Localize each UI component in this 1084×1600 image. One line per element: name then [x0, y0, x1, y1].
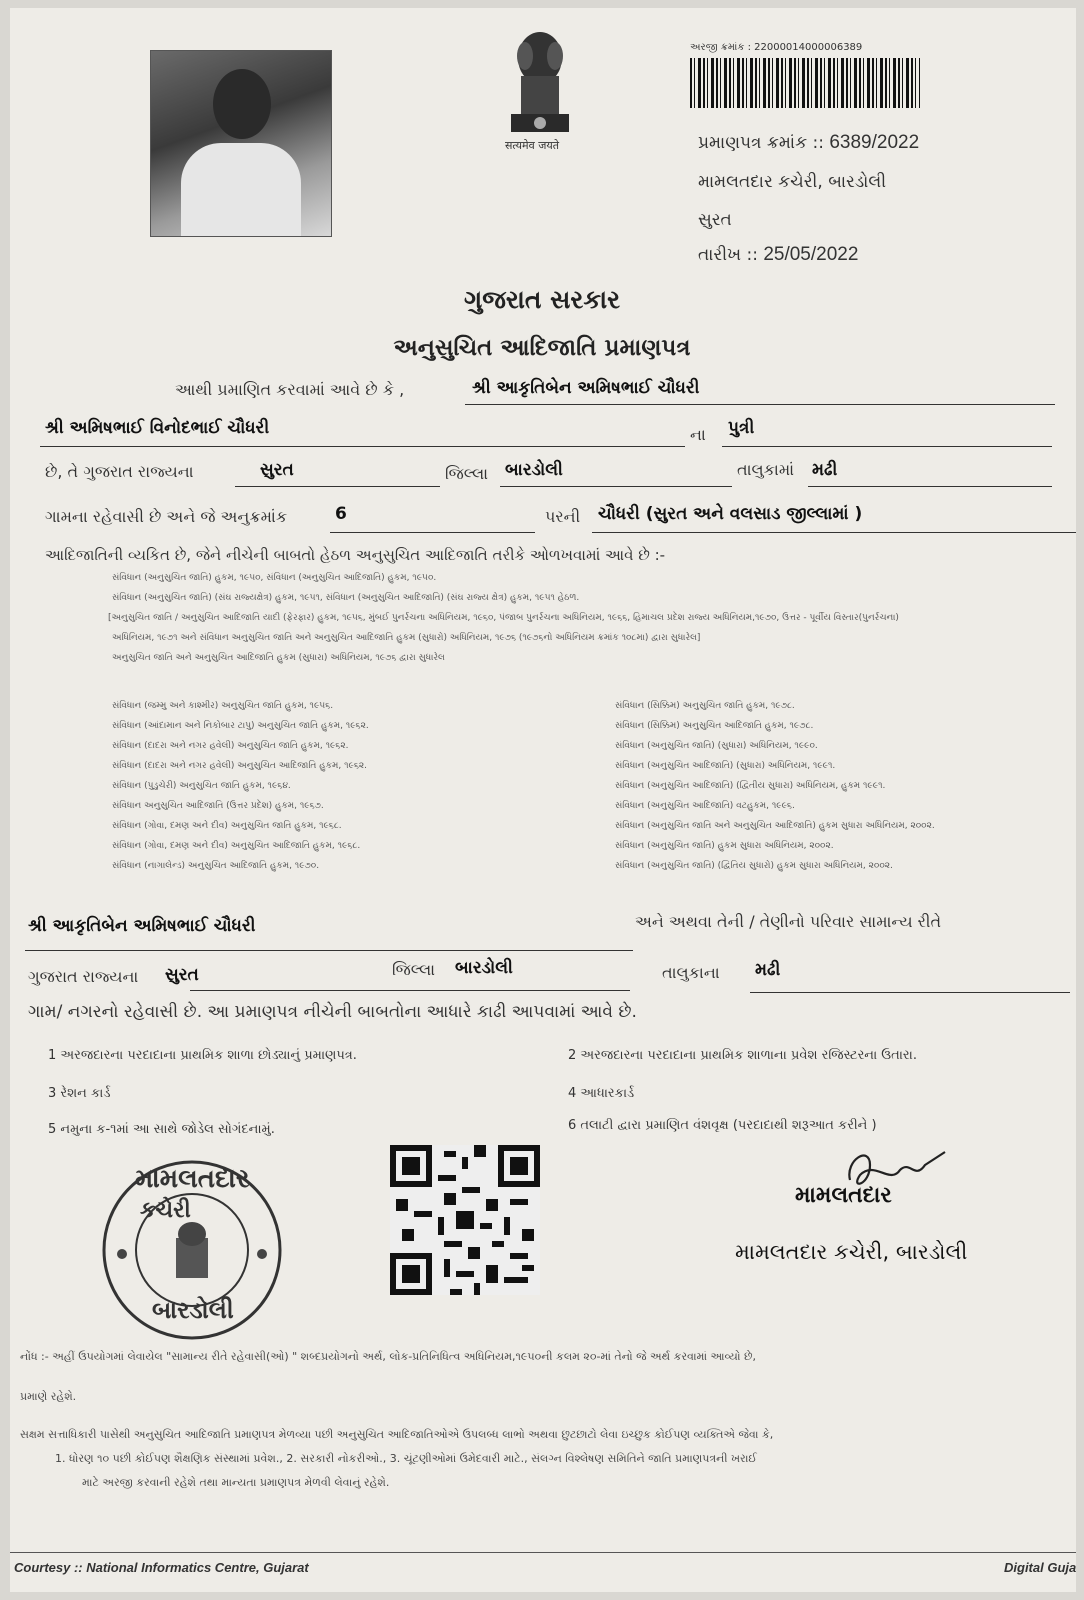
signatory-designation: મામલતદાર: [795, 1183, 892, 1208]
serial-number: 6: [335, 504, 347, 524]
certificate-title: અનુસુચિત આદિજાતિ પ્રમાણપત્ર: [393, 335, 691, 361]
issue-date: તારીખ :: 25/05/2022: [698, 244, 859, 265]
signatory-office: મામલતદાર કચેરી, બારડોલી: [735, 1240, 968, 1264]
government-title: ગુજરાત સરકાર: [463, 285, 621, 314]
doc-item-4: 4 આધારકાર્ડ: [568, 1086, 635, 1101]
village2-value: મઢી: [755, 960, 781, 980]
issuing-district: સુરત: [698, 210, 732, 230]
parni-text: પરની: [545, 507, 581, 526]
barcode-icon: [690, 58, 920, 108]
footer-digital: Digital Guja: [1004, 1560, 1077, 1575]
district2-label: જિલ્લા: [392, 960, 436, 979]
family-text: અને અથવા તેની / તેણીનો પરિવાર સામાન્ય રીતે: [635, 912, 942, 931]
state2-prefix: ગુજરાત રાજ્યના: [28, 967, 139, 986]
note-2: સક્ષમ સત્તાધિકારી પાસેથી અનુસુચિત આદિજાતિ પ્રમાણપત્ર મેળવ્યા પછી અનુસુચિત આદિજાતિઓએ ઉપલબ્ધ લાભો અથવા છુટછાટો લેવા ઇચ્છુક કોઈપણ વ્યક્તિએ જેવા કે,: [20, 1428, 774, 1441]
tribe-name: ચૌધરી (સુરત અને વલસાડ જીલ્લામાં ): [598, 504, 863, 524]
applicant-photo: [150, 50, 332, 237]
issuing-office: મામલતદાર કચેરી, બારડોલી: [698, 172, 887, 192]
taluka2-value: બારડોલી: [455, 958, 513, 978]
applicant-name: શ્રી આકૃતિબેન અમિષભાઈ ચૌધરી: [472, 378, 700, 398]
district2-value: સુરત: [165, 965, 199, 985]
emblem-motto: सत्यमेव जयते: [505, 139, 560, 152]
orders-right-list: સંવિધાન (સિક્કિમ) અનુસુચિત જાતિ હુકમ, ૧૯૭૮. સંવિધાન (સિક્કિમ) અનુસુચિત આદિજાતિ હુકમ, ૧૯૭૮. સંવિધાન (અનુસુચિત જાતિ) (સુધારા) અધિનિયમ, ૧૯૯૦. સંવિધાન (અનુસુચિત આદિજાતિ) (સુધારા) અધિનિયમ, ૧૯૯૧. સંવિધાન (અનુસુચિત આદિજાતિ) (દ્વિતીય સુધારા) અધિનિયમ, હુકમ ૧૯૯૧. સંવિધાન (અનુસુચિત આદિજાતિ) વટહુકમ, ૧૯૯૬. સંવિધાન (અનુસુચિત જાતિ અને અનુસુચિત આદિજાતિ) હુકમ સુધારા અધિનિયમ, ૨૦૦૨. સંવિધાન (અનુસુચિત જાતિ) હુકમ સુધારા અધિનિયમ, ૨૦૦૨. સંવિધાન (અનુસુચિત જાતિ) (દ્વિતિય સુધારો) હુકમ સુધારા અધિનિયમ, ૨૦૦૨.: [615, 701, 935, 871]
note-3: 1. ધોરણ ૧૦ પછી કોઈપણ શૈક્ષણિક સંસ્થામાં પ્રવેશ., 2. સરકારી નોકરીઓ., 3. ચૂંટણીઓમાં ઉમેદવારી માટે., સંલગ્ન વિશ્લેષણ સમિતિને જાતિ પ્રમાણપત્રની ખરાઈ: [55, 1452, 757, 1465]
basis-text: ગામ/ નગરનો રહેવાસી છે. આ પ્રમાણપત્ર નીચેની બાબતોના આધારે કાઢી આપવામાં આવે છે.: [28, 1002, 637, 1022]
seal-text-top: મામલતદાર: [135, 1164, 250, 1194]
doc-item-6: 6 તલાટી દ્વારા પ્રમાણિત વંશવૃક્ષ (પરદાદાથી શરૂઆત કરીને ): [568, 1118, 877, 1133]
qr-code-icon: [390, 1145, 540, 1295]
footer-courtesy: Courtesy :: National Informatics Centre, Gujarat: [14, 1560, 309, 1575]
doc-item-2: 2 અરજદારના પરદાદાના પ્રાથમિક શાળાના પ્રવેશ રજિસ્ટરના ઉતારા.: [568, 1048, 917, 1063]
father-name: શ્રી અમિષભાઈ વિનોદભાઈ ચૌધરી: [45, 418, 270, 438]
village-value: મઢી: [812, 460, 838, 480]
national-emblem-icon: [495, 28, 585, 138]
footer-divider: [10, 1552, 1076, 1553]
applicant-name-2: શ્રી આકૃતિબેન અમિષભાઈ ચૌધરી: [28, 916, 256, 936]
note-1b: પ્રમાણે રહેશે.: [20, 1390, 77, 1403]
recognized-text: આદિજાતિની વ્યકિત છે, જેને નીચેની બાબતો હેઠળ અનુસુચિત આદિજાતિ તરીકે ઓળખવામાં આવે છે :-: [45, 546, 666, 564]
seal-text-middle: કચેરી: [140, 1198, 191, 1223]
seal-text-bottom: બારડોલી: [152, 1296, 234, 1324]
resident-prefix: ગામના રહેવાસી છે અને જે અનુક્રમાંક: [45, 507, 288, 526]
certificate-number: પ્રમાણપત્ર ક્રમાંક :: 6389/2022: [698, 132, 920, 153]
note-4: માટે અરજી કરવાની રહેશે તથા માન્યતા પ્રમાણપત્ર મેળવી લેવાનું રહેશે.: [82, 1476, 390, 1489]
application-number: અરજી ક્રમાંક : 22000014000006389: [690, 42, 863, 53]
district-label: જિલ્લા: [445, 464, 489, 483]
doc-item-1: 1 અરજદારના પરદાદાના પ્રાથમિક શાળા છોડ્યાનું પ્રમાણપત્ર.: [48, 1048, 357, 1063]
orders-left-list: સંવિધાન (જમ્મુ અને કાશ્મીર) અનુસુચિત જાતિ હુકમ, ૧૯૫૬. સંવિધાન (આંદામાન અને નિકોબાર ટાપુ) અનુસુચિત જાતિ હુકમ, ૧૯૬૨. સંવિધાન (દાદરા અને નગર હવેલી) અનુસુચિત જાતિ હુકમ, ૧૯૬૨. સંવિધાન (દાદરા અને નગર હવેલી) અનુસુચિત આદિજાતિ હુકમ, ૧૯૬૨. સંવિધાન (પુડુચેરી) અનુસુચિત જાતિ હુકમ, ૧૯૬૪. સંવિધાન અનુસુચિત આદિજાતિ (ઉત્તર પ્રદેશ) હુકમ, ૧૯૬૭. સંવિધાન (ગોવા, દમણ અને દીવ) અનુસુચિત જાતિ હુકમ, ૧૯૬૮. સંવિધાન (ગોવા, દમણ અને દીવ) અનુસુચિત આદિજાતિ હુકમ, ૧૯૬૮. સંવિધાન (નાગાલેન્ડ) અનુસુચિત આદિજાતિ હુકમ, ૧૯૭૦.: [112, 701, 369, 871]
orders-paragraph: સંવિધાન (અનુસુચિત જાતિ) હુકમ, ૧૯૫૦, સંવિધાન (અનુસુચિત આદિજાતિ) હુકમ, ૧૯૫૦. સંવિધાન (અનુસુચિત જાતિ) (સંઘ રાજ્યક્ષેત્ર) હુકમ, ૧૯૫૧, સંવિધાન (અનુસુચિત આદિજાતિ) (સંઘ રાજ્ય ક્ષેત્ર) હુકમ, ૧૯૫૧ હેઠળ. [અનુસુચિત જાતિ / અનુસુચિત આદિજાતિ યાદી (ફેરફાર) હુકમ, ૧૯૫૬, મુંબઈ પુનર્રચના અધિનિયમ, ૧૯૬૦, પંજાબ પુનર્રચના અધિનિયમ, ૧૯૬૬, હિમાચલ પ્રદેશ રાજ્ય અધિનિયમ,૧૯૭૦, ઉત્તર - પૂર્વીય વિસ્તાર(પુનર્રચના) અધિનિયમ, ૧૯૭૧ અને સંવિધાન અનુસુચિત જાતિ અને અનુસુચિત આદિજાતિ હુકમ (સુધારો) અધિનિયમ, ૧૯૭૬ (૧૯૭૬નો અધિનિયમ ક્રમાંક ૧૦૮મા) દ્વારા સુધારેલ] અનુસુચિત જાતિ અને અનુસુચિત આદિજાતિ હુકમ (સુધારા) અધિનિયમ, ૧૯૭૬ દ્વારા સુધારેલ: [108, 573, 899, 663]
state-prefix: છે, તે ગુજરાત રાજ્યના: [45, 462, 194, 481]
doc-item-5: 5 નમુના ક-૧માં આ સાથે જોડેલ સોગંદનામું.: [48, 1122, 275, 1137]
district-value: સુરત: [260, 460, 294, 480]
doc-item-3: 3 રેશન કાર્ડ: [48, 1086, 111, 1101]
taluka2-label: તાલુકાના: [662, 963, 720, 982]
taluka-value: બારડોલી: [505, 460, 563, 480]
relation: પુત્રી: [728, 418, 755, 438]
na-text: ના: [690, 425, 706, 444]
intro-text: આથી પ્રમાણિત કરવામાં આવે છે કે ,: [175, 380, 405, 399]
note-1: નોંધ :- અહીં ઉપયોગમાં લેવાયેલ "સામાન્ય રીતે રહેવાસી(ઓ) " શબ્દપ્રયોગનો અર્થ, લોક-પ્રતિનિધિત્વ અધિનિયમ,૧૯૫૦ની કલમ ૨૦-માં તેનો જે અર્થ કરવામાં આવ્યો છે,: [20, 1350, 757, 1363]
taluka-label: તાલુકામાં: [737, 460, 795, 479]
office-seal-icon: [100, 1158, 285, 1343]
